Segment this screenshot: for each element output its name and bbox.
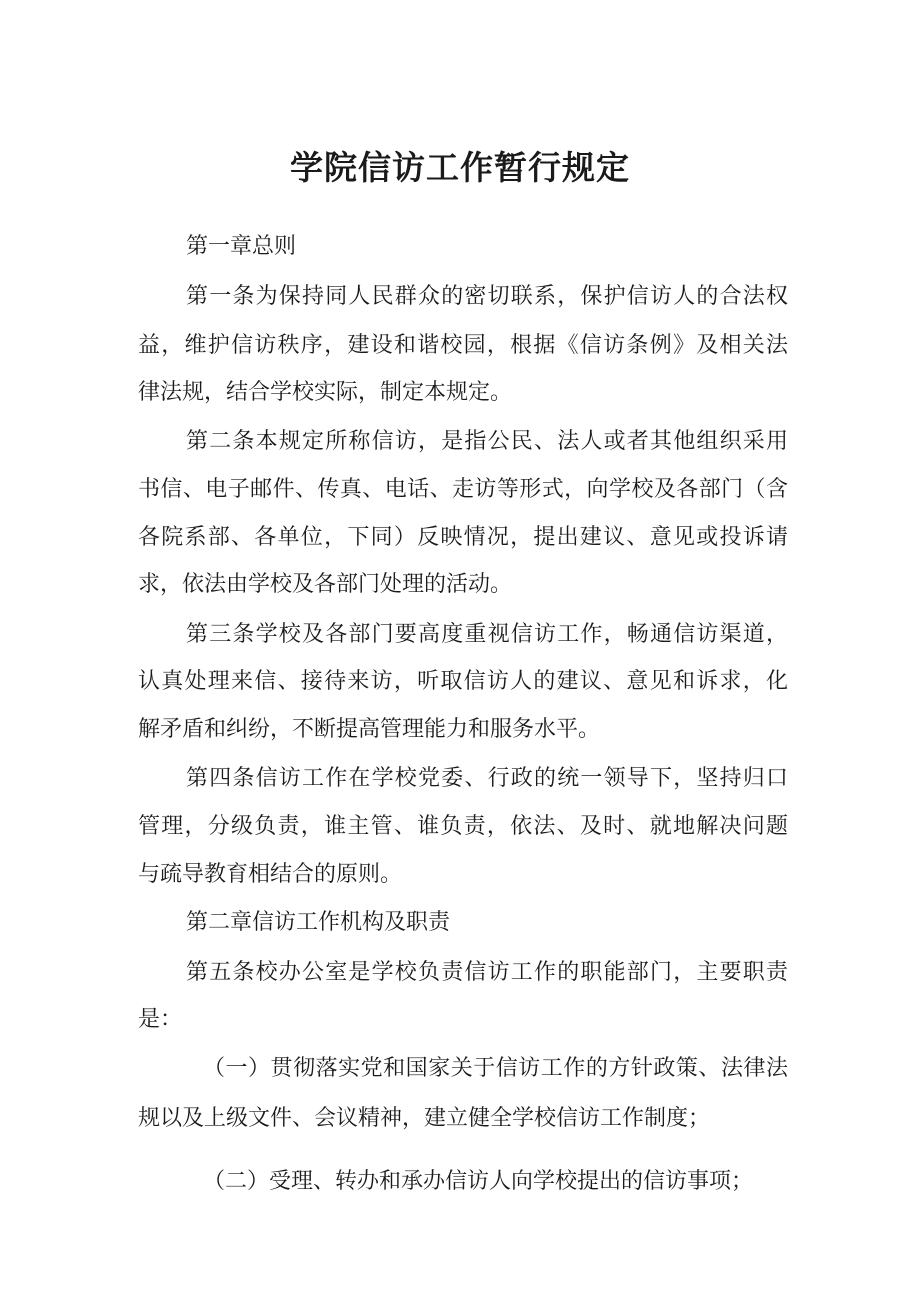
paragraph-line: 解矛盾和纠纷，不断提高管理能力和服务水平。: [138, 717, 601, 742]
paragraph-line: 第四条信访工作在学校党委、行政的统一领导下，坚持归口: [186, 766, 788, 791]
document-title: 学院信访工作暂行规定: [290, 148, 630, 187]
list-item-line: （一）贯彻落实党和国家关于信访工作的方针政策、法律法: [203, 1056, 788, 1081]
chapter-heading: 第二章信访工作机构及职责: [186, 910, 451, 935]
paragraph-line: 书信、电子邮件、传真、电话、走访等形式，向学校及各部门（含: [138, 477, 788, 502]
paragraph-line: 管理，分级负责，谁主管、谁负责，依法、及时、就地解决问题: [138, 814, 788, 839]
paragraph-line: 各院系部、各单位，下同）反映情况，提出建议、意见或投诉请: [138, 525, 788, 550]
paragraph-line: 益，维护信访秩序，建设和谐校园，根据《信访条例》及相关法: [138, 333, 788, 358]
paragraph-line: 第一条为保持同人民群众的密切联系，保护信访人的合法权: [186, 284, 788, 309]
paragraph-line: 与疏导教育相结合的原则。: [138, 862, 403, 887]
chapter-heading: 第一章总则: [186, 234, 297, 259]
paragraph-line: 第五条校办公室是学校负责信访工作的职能部门，主要职责: [186, 960, 788, 985]
paragraph-line: 求，依法由学校及各部门处理的活动。: [138, 572, 513, 597]
paragraph-line: 认真处理来信、接待来访，听取信访人的建议、意见和诉求，化: [138, 669, 788, 694]
paragraph-line: 是：: [138, 1007, 183, 1032]
paragraph-line: 律法规，结合学校实际，制定本规定。: [138, 380, 513, 405]
paragraph-line: 第三条学校及各部门要高度重视信访工作，畅通信访渠道，: [186, 622, 788, 647]
list-item-line: 规以及上级文件、会议精神，建立健全学校信访工作制度；: [138, 1106, 711, 1131]
list-item-line: （二）受理、转办和承办信访人向学校提出的信访事项；: [203, 1169, 754, 1194]
paragraph-line: 第二条本规定所称信访，是指公民、法人或者其他组织采用: [186, 429, 788, 454]
